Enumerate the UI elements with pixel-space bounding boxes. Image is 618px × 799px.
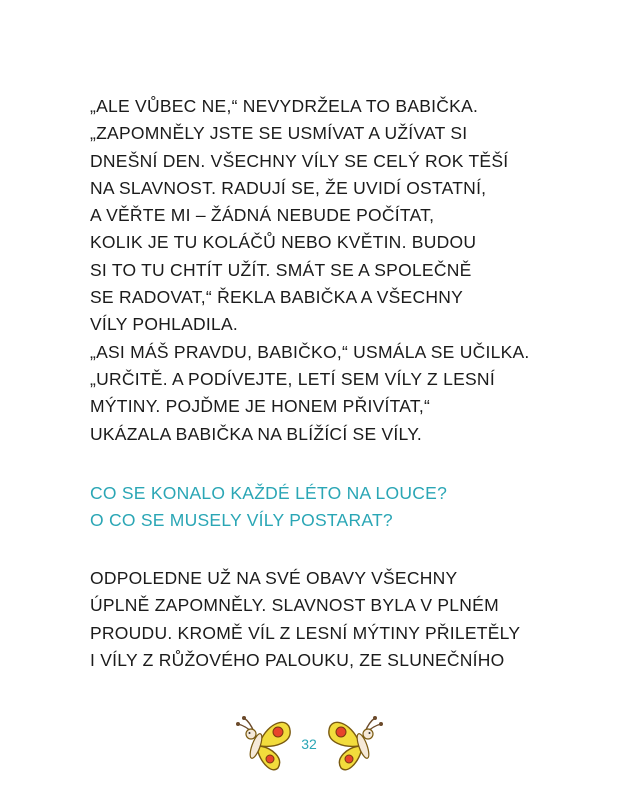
text-line: „ASI MÁŠ PRAVDU, BABIČKO,“ USMÁLA SE UČILKA.	[90, 341, 530, 362]
text-line: UKÁZALA BABIČKA NA BLÍŽÍCÍ SE VÍLY.	[90, 423, 422, 444]
page-number: 32	[301, 736, 317, 752]
text-line: „URČITĚ. A PODÍVEJTE, LETÍ SEM VÍLY Z LESNÍ	[90, 368, 495, 389]
text-line: DNEŠNÍ DEN. VŠECHNY VÍLY SE CELÝ ROK TĚŠÍ	[90, 150, 509, 171]
page-footer	[0, 712, 618, 782]
text-line: „ALE VŮBEC NE,“ NEVYDRŽELA TO BABIČKA.	[90, 96, 479, 116]
text-line: „ZAPOMNĚLY JSTE SE USMÍVAT A UŽÍVAT SI	[90, 123, 468, 144]
question-line: CO SE KONALO KAŽDÉ LÉTO NA LOUCE?	[90, 483, 448, 503]
text-line: ODPOLEDNE UŽ NA SVÉ OBAVY VŠECHNY	[90, 568, 458, 588]
story-paragraph-1	[90, 93, 590, 448]
question-line: O CO SE MUSELY VÍLY POSTARAT?	[90, 510, 393, 531]
text-line: VÍLY POHLADILA.	[90, 314, 239, 335]
text-line: PROUDU. KROMĚ VÍL Z LESNÍ MÝTINY PŘILETĚLY	[90, 622, 521, 643]
text-line: KOLIK JE TU KOLÁČŮ NEBO KVĚTIN. BUDOU	[90, 232, 477, 253]
story-paragraph-2	[90, 565, 590, 674]
text-line: SI TO TU CHTÍT UŽÍT. SMÁT SE A SPOLEČNĚ	[90, 259, 472, 280]
text-line: A VĚŘTE MI – ŽÁDNÁ NEBUDE POČÍTAT,	[90, 205, 435, 226]
text-line: SE RADOVAT,“ ŘEKLA BABIČKA A VŠECHNY	[90, 287, 464, 308]
text-line: I VÍLY Z RŮŽOVÉHO PALOUKU, ZE SLUNEČNÍHO	[90, 649, 505, 670]
text-line: MÝTINY. POJĎME JE HONEM PŘIVÍTAT,“	[90, 396, 431, 417]
text-line: ÚPLNĚ ZAPOMNĚLY. SLAVNOST BYLA V PLNÉM	[90, 595, 499, 616]
text-line: NA SLAVNOST. RADUJÍ SE, ŽE UVIDÍ OSTATNÍ,	[90, 177, 487, 198]
comprehension-questions	[90, 480, 590, 535]
butterfly-icon	[325, 712, 393, 774]
butterfly-icon	[226, 712, 294, 774]
